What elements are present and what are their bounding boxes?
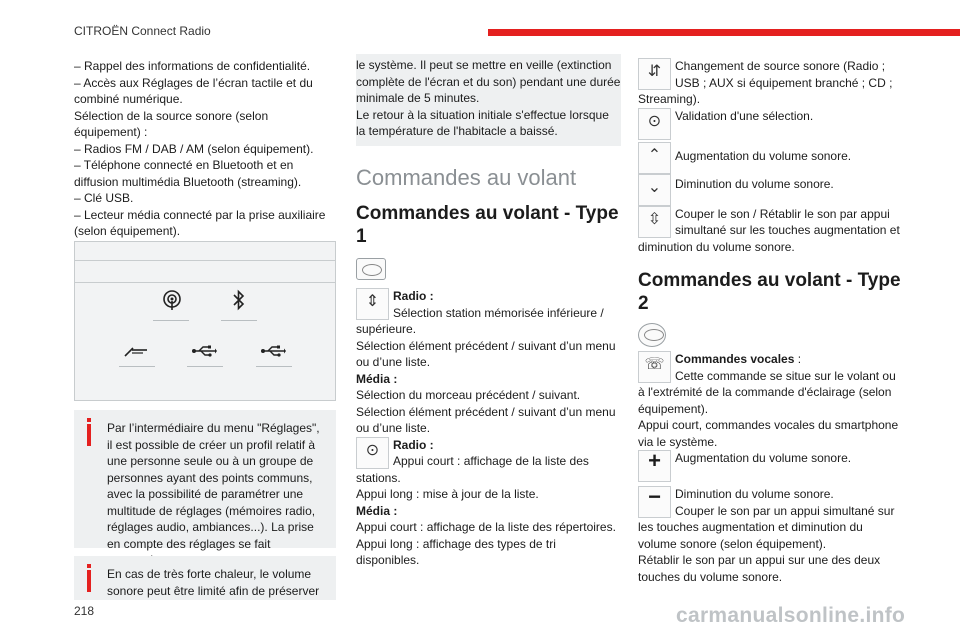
steering-wheel-type2-icon-row — [638, 323, 903, 349]
column-1 — [74, 58, 336, 240]
page-number: 218 — [74, 604, 95, 618]
text-line: – Rappel des informations de confidentialité. — [74, 59, 311, 73]
running-header: CITROËN Connect Radio — [74, 24, 211, 38]
text-line: – Téléphone connecté en Bluetooth et en diffusion multimédia Bluetooth (streaming). — [74, 158, 302, 189]
text-line: – Lecteur média connecté par la prise auxiliaire (selon équipement). — [74, 207, 326, 238]
minus-icon: − — [638, 486, 671, 518]
watermark: carmanualsonline.info — [676, 604, 906, 627]
label-media: Média : — [356, 371, 398, 386]
text-line: Couper le son / Rétablir le son par appui simultané sur les touches augmentation et diminution du volume sonore. — [638, 206, 900, 254]
voice-command-item — [638, 351, 903, 450]
source-button-icon: ⇵ — [638, 58, 671, 90]
text-line: – Clé USB. — [74, 191, 134, 205]
column-2 — [356, 54, 621, 569]
radio-media-press-block — [356, 437, 621, 569]
text-line: – Radios FM / DAB / AM (selon équipement). — [74, 141, 314, 156]
bluetooth-icon — [222, 289, 256, 315]
usb-icon — [256, 339, 290, 365]
text-line: Appui long : affichage des types de tri disponibles. — [356, 536, 556, 567]
text-line: Diminution du volume sonore. — [675, 176, 834, 191]
validate-button-icon: ⊙ — [638, 108, 671, 140]
info-icon-bar — [87, 424, 91, 446]
label-media: Média : — [356, 503, 398, 518]
text-line: Appui court : affichage de la liste des stations. — [356, 454, 589, 485]
note-text: Par l’intermédiaire du menu "Réglages", il est possible de créer un profil relatif à une personne seule ou à un groupe de personnes ayant des points communs, avec la possibilité de paramétrer une multitude de réglages (mémoires radio, réglages audio, ambiances...). La prise en compte des réglages se fait — [107, 421, 320, 551]
note-text: Le retour à la situation initiale s'effectue lorsque la température de l'habitacle a baissé. — [356, 107, 609, 138]
icon-underline — [221, 320, 257, 321]
icon-underline — [153, 320, 189, 321]
steering-wheel-type1-icon-row — [356, 258, 621, 282]
info-icon-bar — [87, 570, 91, 592]
text-line: Rétablir le son par un appui sur une des deux touches du volume sonore. — [638, 553, 881, 584]
screen-second-bar — [75, 260, 335, 283]
text-line: Augmentation du volume sonore. — [675, 451, 852, 465]
steering-wheel-type2-icon — [638, 323, 666, 347]
section-heading: Commandes au volant — [356, 164, 577, 190]
source-change-item — [638, 58, 903, 108]
volume-up-item — [638, 142, 903, 174]
text-line: Appui court, commandes vocales du smartphone via le système. — [638, 418, 899, 449]
source-selection-screen — [74, 241, 336, 401]
volume-down-button-icon: ⌄ — [638, 174, 671, 206]
label-radio: Radio : — [393, 289, 434, 303]
info-icon — [87, 564, 91, 568]
note-text: En cas de très forte chaleur, le volume sonore peut être limité afin de préserver — [107, 567, 320, 598]
text-line: Sélection élément précédent / suivant d’un menu ou d’une liste. — [356, 404, 616, 435]
text-line: Sélection du morceau précédent / suivant. — [356, 388, 581, 402]
validate-item — [638, 108, 903, 140]
info-icon — [87, 418, 91, 422]
volume-down-item — [638, 174, 903, 206]
volume-up-item-type2 — [638, 450, 903, 482]
mute-buttons-icon: ⇳ — [638, 206, 671, 238]
label-colon: : — [794, 352, 802, 366]
icon-underline — [187, 366, 223, 367]
note-continued — [356, 54, 621, 146]
text-line: Cette commande se situe sur le volant ou à l'extrémité de la commande d'éclairage (selon équipement). — [638, 368, 896, 416]
radio-icon — [155, 289, 189, 315]
thumbwheel-icon: ⇕ — [356, 288, 389, 320]
mute-item — [638, 206, 903, 256]
label-radio: Radio : — [393, 437, 434, 452]
label-voice: Commandes vocales — [675, 352, 795, 366]
text-line: Appui court : affichage de la liste des répertoires. — [356, 520, 616, 534]
text-line: Appui long : mise à jour de la liste. — [356, 487, 539, 501]
text-line: Validation d'une sélection. — [675, 108, 814, 123]
text-line: Couper le son par un appui simultané sur les touches augmentation et diminution du volume sonore (selon équipement). — [638, 503, 895, 551]
text-line: Augmentation du volume sonore. — [675, 148, 852, 163]
header-accent-bar — [488, 29, 960, 36]
info-note-profiles — [74, 410, 336, 551]
steering-controls-type1-icon — [356, 258, 386, 280]
volume-down-item-type2 — [638, 486, 903, 585]
subsection-heading-type1: Commandes au volant - Type 1 — [356, 203, 619, 247]
thumbwheel-press-icon: ⊙ — [356, 437, 389, 469]
radio-media-block — [356, 288, 621, 437]
voice-command-icon: ☏ — [638, 351, 671, 383]
subsection-heading-type2: Commandes au volant - Type 2 — [638, 270, 901, 314]
plus-icon: + — [638, 450, 671, 482]
text-line: Changement de source sonore (Radio ; USB ; AUX si équipement branché ; CD ; Streaming). — [638, 59, 893, 106]
screen-top-bar — [75, 242, 335, 261]
text-line: Diminution du volume sonore. — [675, 487, 834, 501]
aux-jack-icon — [119, 339, 153, 365]
icon-underline — [256, 366, 292, 367]
icon-underline — [119, 366, 155, 367]
text-line: Sélection de la source sonore (selon équipement) : — [74, 108, 269, 139]
info-note-heat — [74, 556, 336, 600]
text-line: Sélection élément précédent / suivant d’un menu ou d’une liste. — [356, 338, 616, 369]
column-3 — [638, 58, 903, 585]
text-line: Sélection station mémorisée inférieure / supérieure. — [356, 305, 604, 336]
note-text: le système. Il peut se mettre en veille (extinction complète de l'écran et du son) pendant une durée minimale de 5 minutes. — [356, 58, 621, 105]
volume-up-button-icon: ⌃ — [638, 142, 671, 174]
usb-icon — [187, 339, 221, 365]
text-line: – Accès aux Réglages de l’écran tactile et du combiné numérique. — [74, 75, 313, 106]
